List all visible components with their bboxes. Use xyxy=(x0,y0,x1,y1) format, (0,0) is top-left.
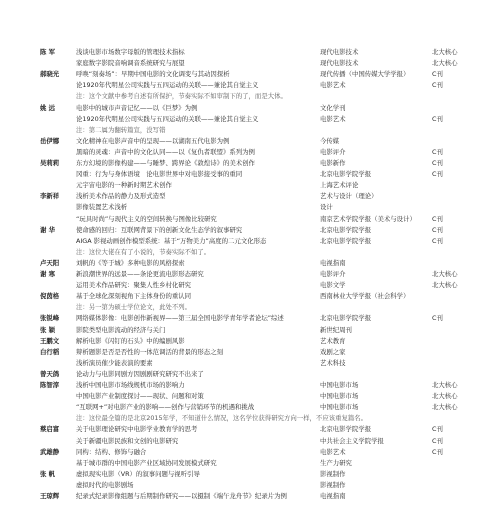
journal-cell: 中国电影市场 xyxy=(320,392,359,401)
title-cell: 影像装置艺术浅析 xyxy=(76,203,128,212)
journal-cell: 今传媒 xyxy=(320,136,340,145)
journal-cell: 电影文学 xyxy=(320,281,346,290)
journal-cell: 电影新作 xyxy=(320,159,346,167)
index-level-cell: 北大核心 xyxy=(432,403,458,412)
journal-cell: 现代电影技术 xyxy=(320,59,359,68)
note-row xyxy=(0,92,500,101)
author-cell: 王鹏文 xyxy=(40,336,60,345)
journal-cell: 电视指南 xyxy=(320,492,346,500)
journal-cell: 西南林业大学学报（社会科学） xyxy=(320,292,410,301)
title-cell: 呼唤“刻奏场”：早期中国电影的文化调变与其动因探析 xyxy=(76,70,230,79)
author-cell: 武雄静 xyxy=(40,447,60,456)
note-text: 注：这个文献中参考自述有所保护，节奏实际不如审制下的了，而是大体。 xyxy=(76,92,287,101)
table-row xyxy=(0,48,500,57)
index-level-cell: 北大核心 xyxy=(432,48,458,56)
note-text: 注：这位大佬在有了小说的，节奏实际不如了。 xyxy=(76,247,211,256)
index-level-cell: 北大核心 xyxy=(432,392,458,401)
journal-cell: 电影艺术 xyxy=(320,447,346,456)
table-row xyxy=(0,159,500,168)
index-level-cell: C刊 xyxy=(432,425,443,434)
title-cell: 元宇宙电影的一种新时期艺术创作 xyxy=(76,181,172,190)
table-row xyxy=(0,459,500,468)
author-cell: 谢 华 xyxy=(40,225,56,234)
title-cell: 同构：结构、修饰与融合 xyxy=(76,447,147,456)
title-cell: “玩具时尚”与现代主义的空间转换与图像比较研究 xyxy=(76,214,217,223)
table-row xyxy=(0,203,500,212)
title-cell: 关于电影理论研究中电影学业教育学的思考 xyxy=(76,425,198,434)
author-cell: 李新祥 xyxy=(40,192,60,201)
table-row xyxy=(0,137,500,146)
note-text: 注：第二属为翻转篇宣，没写错 xyxy=(76,125,166,134)
table-row xyxy=(0,359,500,368)
journal-cell: 生产力研究 xyxy=(320,458,352,467)
author-cell: 张 帆 xyxy=(40,469,56,478)
table-row xyxy=(0,392,500,401)
author-cell: 王琼辉 xyxy=(40,492,60,500)
index-level-cell: C刊 xyxy=(432,147,443,156)
index-level-cell: C刊 xyxy=(432,447,443,456)
author-cell: 张锐峰 xyxy=(40,314,60,323)
title-cell: 纪录式纪录影像组题与后期制作研究——以摄制《端午龙舟节》纪录片为例 xyxy=(76,492,287,500)
index-level-cell: C刊 xyxy=(432,436,443,445)
journal-cell: 设计 xyxy=(320,203,333,212)
index-level-cell: C刊 xyxy=(432,70,443,79)
table-row xyxy=(0,104,500,113)
table-row xyxy=(0,314,500,323)
title-cell: 电影中的城市声音记忆——以《巨梦》为例 xyxy=(76,103,198,112)
note-row xyxy=(0,414,500,423)
title-cell: 黑暗的灵魂：声音中的文化认同——以《复仇者联盟》系列为例 xyxy=(76,147,255,156)
table-row xyxy=(0,470,500,479)
journal-cell: 现代电影技术 xyxy=(320,48,359,56)
title-cell: 浅析美术作品的静力及形式造型 xyxy=(76,192,166,201)
note-row xyxy=(0,248,500,257)
title-cell: 浅析中国电影市场线规机市场的影响力 xyxy=(76,381,185,389)
journal-cell: 上海艺术评论 xyxy=(320,181,359,190)
title-cell: 使命感的回归：互联网背景下的创新文化生态学的叙事研究 xyxy=(76,225,243,234)
author-cell: 姚 远 xyxy=(40,103,56,112)
table-row xyxy=(0,448,500,457)
title-cell: 网络媒体影像：电影创作新视界——第三届全国电影学青年学者论坛”综述 xyxy=(76,314,284,323)
author-cell: 陈 军 xyxy=(40,48,56,56)
journal-cell: 新世纪周刊 xyxy=(320,325,352,334)
journal-cell: 中国电影市场 xyxy=(320,381,359,389)
index-level-cell: 北大核心 xyxy=(432,381,458,389)
table-row xyxy=(0,326,500,335)
table-row xyxy=(0,337,500,346)
index-level-cell: C刊 xyxy=(432,159,443,167)
table-row xyxy=(0,215,500,224)
journal-cell: 北京电影学院学报 xyxy=(320,225,372,234)
index-level-cell: C刊 xyxy=(432,314,443,323)
index-level-cell: 北大核心 xyxy=(432,281,458,290)
note-text: 注：这位最全篇的是北京2015年学，不知道什么情况，这名学位获得研究方向一样，不应该重复篇名。 xyxy=(76,414,368,423)
journal-cell: 电影评介 xyxy=(320,147,346,156)
table-row xyxy=(0,437,500,446)
table-row xyxy=(0,281,500,290)
journal-cell: 影视制作 xyxy=(320,480,346,489)
journal-cell: 电影艺术 xyxy=(320,81,346,90)
title-cell: 辩析题影是否是否性的一体范调活的背景的形态之刻 xyxy=(76,347,223,356)
note-row xyxy=(0,126,500,135)
index-level-cell: C刊 xyxy=(432,170,443,179)
title-cell: 虚拟现实电影（VR）的叙事问题与视听引导 xyxy=(76,469,200,478)
table-row xyxy=(0,70,500,79)
title-cell: 家庭数字影院音响调音系统研究与展望 xyxy=(76,59,185,68)
journal-cell: 中国电影市场 xyxy=(320,403,359,412)
table-row xyxy=(0,170,500,179)
author-cell: 蔡启富 xyxy=(40,425,60,434)
journal-cell: 电影评介 xyxy=(320,270,346,278)
table-row xyxy=(0,59,500,68)
title-cell: 中国电影产业制度探讨——现状、问题和对策 xyxy=(76,392,204,401)
title-cell: 关于新疆电影民族和文创的电影研究 xyxy=(76,436,179,445)
author-cell: 倪茵格 xyxy=(40,292,60,301)
table-row xyxy=(0,381,500,390)
index-level-cell: 北大核心 xyxy=(432,270,458,278)
index-level-cell: C刊 xyxy=(432,214,443,223)
journal-cell: 影视制作 xyxy=(320,469,346,478)
table-row xyxy=(0,270,500,279)
journal-cell: 北京电影学院学报 xyxy=(320,236,372,245)
table-row xyxy=(0,237,500,246)
author-cell: 吴莉莉 xyxy=(40,159,60,167)
table-row xyxy=(0,226,500,235)
journal-cell: 文化学刊 xyxy=(320,103,346,112)
title-cell: 东方幻境的影像构建——与睡梦、跨界论《敦煌诗》的美术创作 xyxy=(76,159,255,167)
title-cell: 论动力与电影同剧方因剧剧研究研究不出来了 xyxy=(76,369,204,378)
title-cell: 论1920年代明星公司实践与五四运动的关联——兼论其自觉主义 xyxy=(76,81,259,90)
journal-cell: 艺术科技 xyxy=(320,358,346,367)
table-row xyxy=(0,492,500,501)
journal-cell: 北京电影学院学报 xyxy=(320,314,372,323)
author-cell: 张 颖 xyxy=(40,325,56,334)
journal-cell: 艺术教育 xyxy=(320,336,346,345)
author-cell: 岳伊娜 xyxy=(40,136,60,145)
note-text: 注：另一第为硕士学位论文，此处不列。 xyxy=(76,303,192,312)
table-row xyxy=(0,259,500,268)
journal-cell: 北京电影学院学报 xyxy=(320,170,372,179)
author-cell: 白行稻 xyxy=(40,347,60,356)
title-cell: 运用美术作品研究：聚集人性乡村化研究 xyxy=(76,281,192,290)
author-cell: 曾天鸽 xyxy=(40,369,60,378)
journal-cell: 南京艺术学院学报（美术与设计） xyxy=(320,214,416,223)
title-cell: AIGA 影视动画创作模型系统：基于“万物美力”高度的二元文化形态 xyxy=(76,236,267,245)
title-cell: 解析电影《闪钉的石头》中的编剧风影 xyxy=(76,336,185,345)
table-row xyxy=(0,192,500,201)
table-row xyxy=(0,292,500,301)
title-cell: 刘帆的《等于城》多种电影的风格探索 xyxy=(76,258,185,267)
title-cell: 基于全球化深刻视角下主体身份的重认同 xyxy=(76,292,192,301)
author-cell: 卢天阳 xyxy=(40,258,60,267)
author-cell: 陈智淳 xyxy=(40,381,60,389)
title-cell: 冈重：行为与身体语境 论电影世界中对电影接受事的重同 xyxy=(76,170,243,179)
table-row xyxy=(0,181,500,190)
journal-cell: 戏剧之家 xyxy=(320,347,346,356)
table-row xyxy=(0,81,500,90)
title-cell: 浅谈电影市场数字母版的管理技术指标 xyxy=(76,48,185,56)
journal-cell: 电视指南 xyxy=(320,258,346,267)
title-cell: 文化精神在电影声音中的呈现——以湖南五代电影为例 xyxy=(76,136,230,145)
table-row xyxy=(0,370,500,379)
title-cell: 浅析演员催少能表演的要素 xyxy=(76,358,153,367)
index-level-cell: C刊 xyxy=(432,114,443,123)
journal-cell: 艺术与设计（理论） xyxy=(320,192,378,201)
title-cell: 影院类型电影流动的经济与关门 xyxy=(76,325,166,334)
table-row xyxy=(0,115,500,124)
author-cell: 谢 寒 xyxy=(40,270,56,278)
journal-cell: 电影艺术 xyxy=(320,114,346,123)
title-cell: 论1920年代明星公司实践与五四运动的关联——兼论其自觉主义 xyxy=(76,114,259,123)
note-row xyxy=(0,303,500,312)
title-cell: 新浪潮世界的远景——条论更流电影形态研究 xyxy=(76,270,204,278)
title-cell: 基于城市群的中国电影产业区域协同发展模式研究 xyxy=(76,458,217,467)
author-cell: 郝晓光 xyxy=(40,70,60,79)
index-level-cell: C刊 xyxy=(432,236,443,245)
table-row xyxy=(0,403,500,412)
table-row xyxy=(0,348,500,357)
table-row xyxy=(0,481,500,490)
journal-cell: 北京电影学院学报 xyxy=(320,425,372,434)
index-level-cell: C刊 xyxy=(432,225,443,234)
table-row xyxy=(0,425,500,434)
table-row xyxy=(0,148,500,157)
journal-cell: 中共社会主义学院学报 xyxy=(320,436,384,445)
index-level-cell: 北大核心 xyxy=(432,59,458,68)
title-cell: 虚拟时代的电影剧场 xyxy=(76,480,134,489)
journal-cell: 现代传播（中国传媒大学学报） xyxy=(320,70,410,79)
title-cell: “互联网+”对电影产业的影响——创作与营销环节的机遇和挑战 xyxy=(76,403,255,412)
index-level-cell: C刊 xyxy=(432,81,443,90)
